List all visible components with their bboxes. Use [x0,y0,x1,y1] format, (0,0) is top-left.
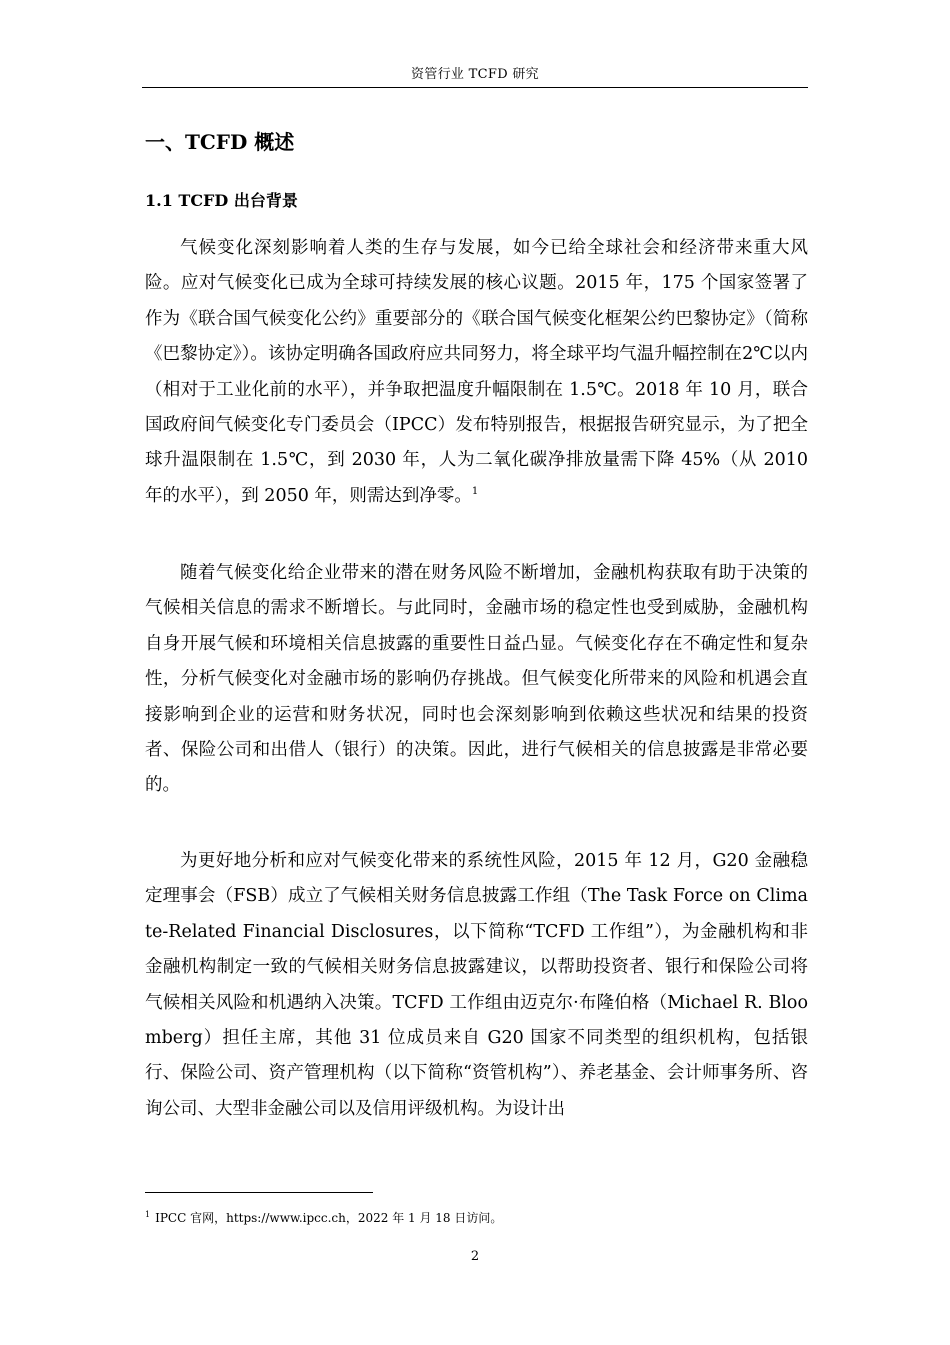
footnote-reference[interactable]: 1 [471,486,479,498]
page-number: 2 [470,1249,480,1264]
body-paragraph-1 [145,231,808,514]
footnote-text: IPCC 官网，https://www.ipcc.ch，2022 年 1 月 18 日访问。 [155,1211,503,1225]
footnote-separator [145,1192,373,1193]
paragraph-1-text: 气候变化深刻影响着人类的生存与发展，如今已给全球社会和经济带来重大风险。应对气候变化已成为全球可持续发展的核心议题。2015 年，175 个国家签署了作为《联合国气候变化公约》重要部分的《联合国气候变化框架公约巴黎协定》（简称《巴黎协定》）。该协定明确各国政府应共同努力，将全球平均气温升幅控制在2℃以内（相对于工业化前的水平），并争取把温度升幅限制在 1.5℃。2018 年 10 月，联合国政府间气候变化专门委员会（IPCC）发布特别报告，根据报告研究显示，为了把全球升温限制在 1.5℃，到 2030 年，人为二氧化碳净排放量需下降 45%（从 2010 年的水平），到 2050 年，则需达到净零。 [145,238,808,506]
paragraph-3-text: 为更好地分析和应对气候变化带来的系统性风险，2015 年 12 月，G20 金融稳定理事会（FSB）成立了气候相关财务信息披露工作组（The Task Force on Climate-Related Financial Disclosures，以下简称“TCFD 工作组”），为金融机构和非金融机构制定一致的气候相关财务信息披露建议，以帮助投资者、银行和保险公司将气候相关风险和机遇纳入决策。TCFD 工作组由迈克尔·布隆伯格（Michael R. Bloomberg）担任主席，其他 31 位成员来自 G20 国家不同类型的组织机构，包括银行、保险公司、资产管理机构（以下简称“资管机构”）、养老基金、会计师事务所、咨询公司、大型非金融公司以及信用评级机构。为设计出 [145,851,808,1119]
chapter-title: 一、TCFD 概述 [145,130,295,154]
running-header: 资管行业 TCFD 研究 [411,67,539,82]
footnote [145,1209,502,1227]
header-rule [142,87,808,88]
body-paragraph-3 [145,844,808,1127]
paragraph-2-text: 随着气候变化给企业带来的潜在财务风险不断增加，金融机构获取有助于决策的气候相关信息的需求不断增长。与此同时，金融市场的稳定性也受到威胁，金融机构自身开展气候和环境相关信息披露的重要性日益凸显。气候变化存在不确定性和复杂性，分析气候变化对金融市场的影响仍存挑战。但气候变化所带来的风险和机遇会直接影响到企业的运营和财务状况，同时也会深刻影响到依赖这些状况和结果的投资者、保险公司和出借人（银行）的决策。因此，进行气候相关的信息披露是非常必要的。 [145,563,808,796]
footnote-mark: 1 [145,1210,151,1219]
body-paragraph-2 [145,556,808,804]
section-title: 1.1 TCFD 出台背景 [145,191,298,210]
